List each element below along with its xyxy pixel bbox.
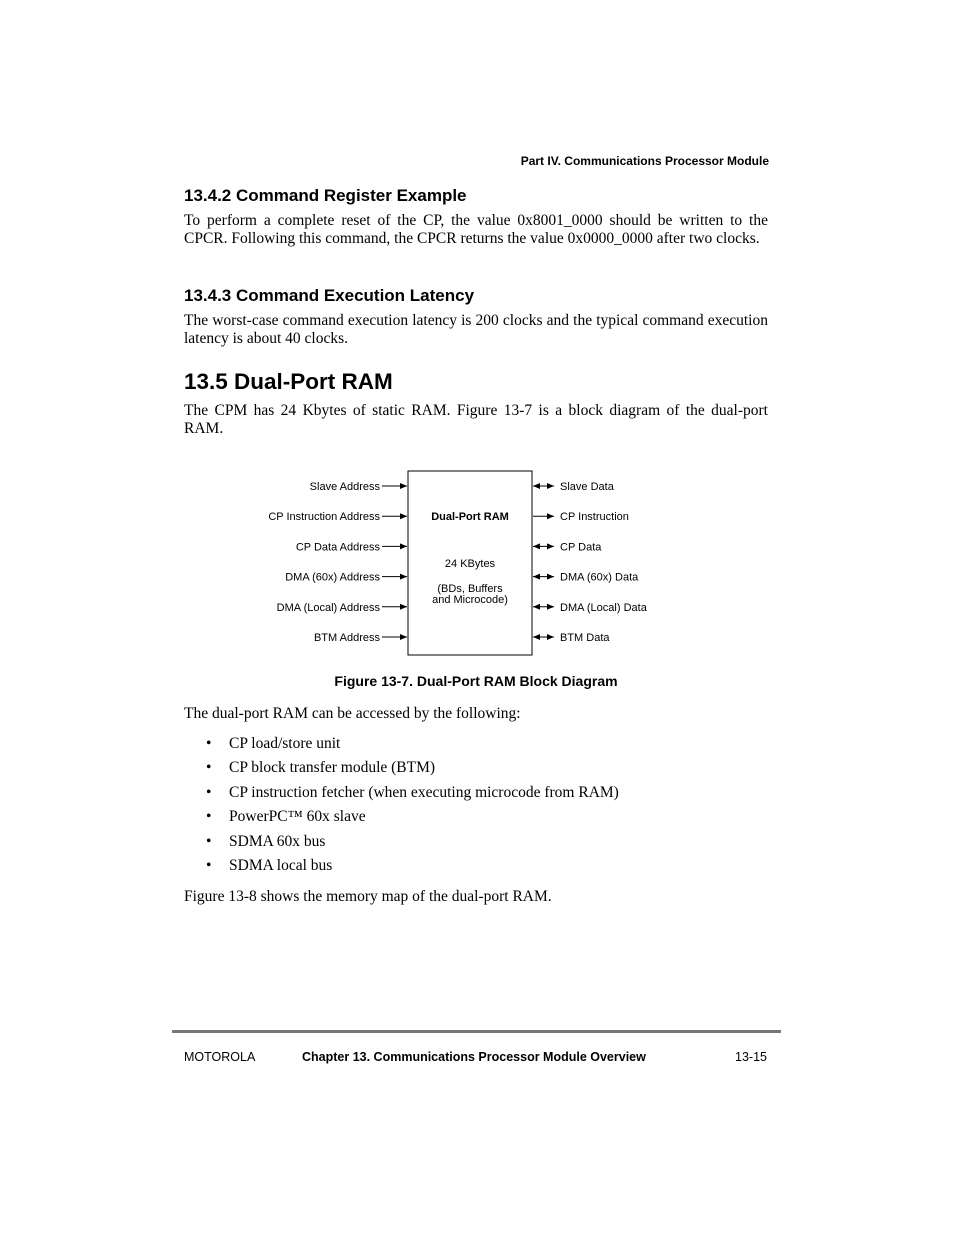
paragraph-closing: Figure 13-8 shows the memory map of the dual-port RAM. [184,888,552,905]
ram-box-note-1: (BDs, Buffers [437,583,503,595]
access-list-item-label: CP instruction fetcher (when executing microcode from RAM) [229,783,619,801]
access-list-item [206,857,619,881]
access-list-item-label: PowerPC™ 60x slave [229,808,366,826]
left-port-label: DMA (Local) Address [276,601,380,614]
right-port-label: CP Data [560,541,602,554]
paragraph-access-intro: The dual-port RAM can be accessed by the following: [184,705,521,722]
paragraph-command-latency: The worst-case command execution latency is 200 clocks and the typical command execution latency is about 40 clocks. [184,312,768,348]
dual-port-ram-diagram [254,468,674,658]
left-port-label: CP Data Address [295,541,380,554]
bullet-icon: • [206,735,212,752]
access-list-item-label: CP block transfer module (BTM) [229,759,436,777]
right-port-label: DMA (Local) Data [560,601,647,614]
footer-rule [172,1030,781,1033]
access-list-item [206,784,619,808]
bullet-icon: • [206,808,212,826]
access-list-item-label: CP load/store unit [229,735,341,752]
ram-box-title: Dual-Port RAM [431,511,509,523]
footer-chapter: Chapter 13. Communications Processor Module Overview [302,1050,646,1064]
left-port-label: Slave Address [309,481,380,493]
access-list-item [206,735,619,759]
left-port-label: CP Instruction Address [268,511,380,524]
bullet-icon: • [206,832,212,850]
access-list-item [206,759,619,783]
left-port-label: DMA (60x) Address [285,571,380,584]
right-port-label: Slave Data [560,481,614,493]
section-heading-13-5: 13.5 Dual-Port RAM [184,369,393,394]
running-header: Part IV. Communications Processor Module [520,154,769,168]
paragraph-dual-port-intro: The CPM has 24 Kbytes of static RAM. Figure 13-7 is a block diagram of the dual-port RAM. [184,402,768,438]
footer-publisher: MOTOROLA [184,1050,256,1064]
bullet-icon: • [206,759,212,777]
footer-page-number: 13-15 [735,1050,767,1064]
section-heading-13-4-3: 13.4.3 Command Execution Latency [184,286,475,305]
bullet-icon: • [206,856,212,874]
ram-box-note-2: and Microcode) [432,594,508,606]
access-list-item-label: SDMA 60x bus [229,832,326,850]
right-port-label: DMA (60x) Data [560,571,639,584]
figure-caption: Figure 13-7. Dual-Port RAM Block Diagram [334,673,618,689]
bullet-icon: • [206,783,212,801]
left-port-label: BTM Address [313,632,380,644]
access-list-item-label: SDMA local bus [229,856,333,874]
right-port-label: BTM Data [560,632,610,644]
access-list-item [206,833,619,857]
access-list-item [206,808,619,832]
access-list [206,735,619,881]
paragraph-command-register: To perform a complete reset of the CP, the value 0x8001_0000 should be written to the CPCR. Following this command, the CPCR returns the value 0x0000_0000 after two clocks. [184,212,768,248]
ram-box-size: 24 KBytes [444,558,496,570]
right-port-label: CP Instruction [560,511,629,524]
section-heading-13-4-2: 13.4.2 Command Register Example [184,186,467,205]
